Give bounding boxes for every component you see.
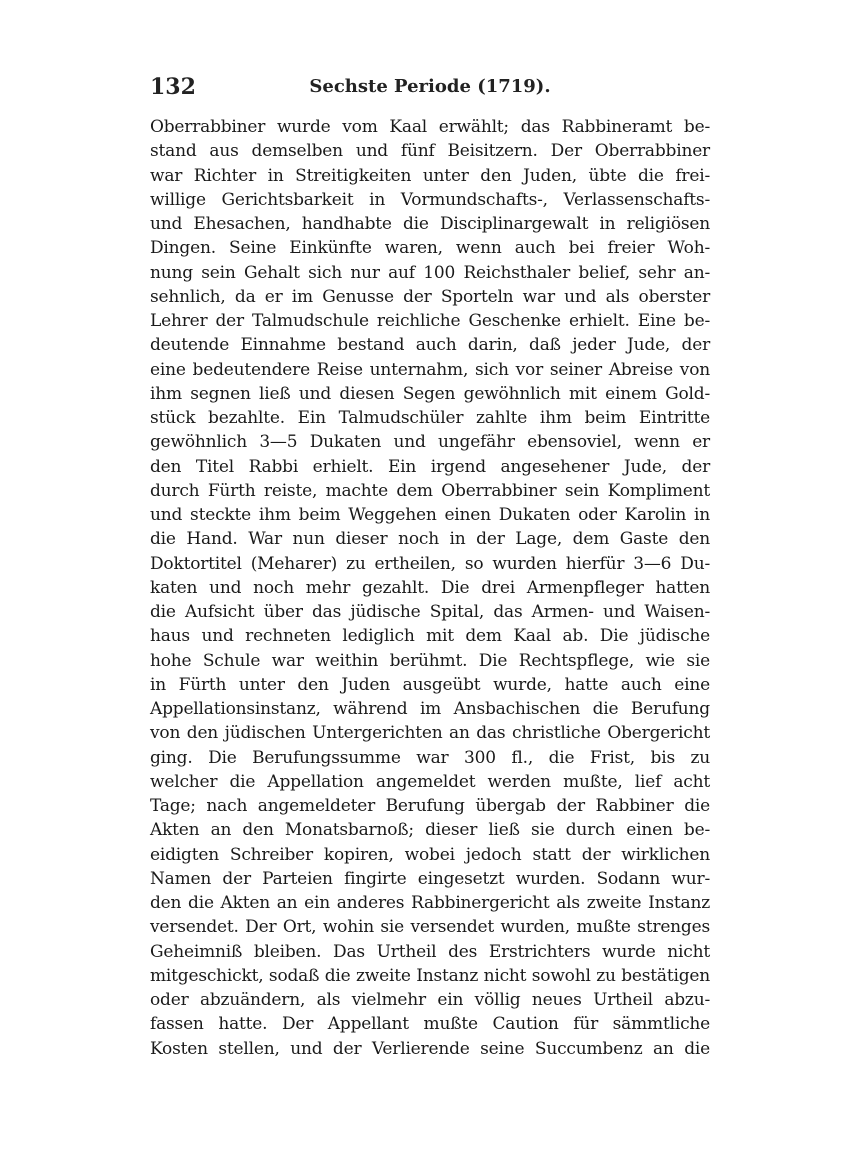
text-line: die Hand. War nun dieser noch in der Lage, dem Gaste den bbox=[150, 529, 710, 550]
text-line: welcher die Appellation angemeldet werden mußte, lief acht bbox=[150, 771, 710, 792]
text-line: mitgeschickt, sodaß die zweite Instanz nicht sowohl zu bestätigen bbox=[150, 965, 710, 986]
text-line: und Ehesachen, handhabte die Disciplinargewalt in religiösen bbox=[150, 214, 710, 234]
text-line: war Richter in Streitigkeiten unter den Juden, übte die frei- bbox=[150, 165, 710, 186]
text-line: stück bezahlte. Ein Talmudschüler zahlte ihm beim Eintritte bbox=[150, 408, 710, 428]
page-header bbox=[150, 72, 710, 102]
text-line: katen und noch mehr gezahlt. Die drei Armenpfleger hatten bbox=[150, 577, 710, 598]
text-line: und steckte ihm beim Weggehen einen Dukaten oder Karolin in bbox=[150, 505, 710, 525]
text-line: versendet. Der Ort, wohin sie versendet wurden, mußte strenges bbox=[150, 917, 710, 938]
text-line: Kosten stellen, und der Verlierende seine Succumbenz an die bbox=[150, 1038, 710, 1059]
text-line: den die Akten an ein anderes Rabbinergericht als zweite Instanz bbox=[150, 893, 710, 913]
text-line: ihm segnen ließ und diesen Segen gewöhnlich mit einem Gold- bbox=[150, 383, 710, 404]
text-line: eidigten Schreiber kopiren, wobei jedoch statt der wirklichen bbox=[150, 844, 710, 865]
text-line: in Fürth unter den Juden ausgeübt wurde, hatte auch eine bbox=[150, 674, 710, 695]
text-line: die Aufsicht über das jüdische Spital, das Armen- und Waisen- bbox=[150, 602, 710, 622]
text-line: fassen hatte. Der Appellant mußte Caution für sämmtliche bbox=[150, 1014, 710, 1035]
body-text bbox=[150, 115, 710, 1061]
text-line: durch Fürth reiste, machte dem Oberrabbiner sein Kompliment bbox=[150, 480, 710, 501]
text-line: sehnlich, da er im Genusse der Sporteln war und als oberster bbox=[150, 286, 710, 307]
text-line: deutende Einnahme bestand auch darin, daß jeder Jude, der bbox=[150, 335, 710, 356]
text-line: stand aus demselben und fünf Beisitzern. Der Oberrabbiner bbox=[150, 141, 710, 162]
text-line: Dingen. Seine Einkünfte waren, wenn auch bei freier Woh- bbox=[150, 238, 710, 259]
text-line: Geheimniß bleiben. Das Urtheil des Erstrichters wurde nicht bbox=[150, 941, 710, 962]
text-line: hohe Schule war weithin berühmt. Die Rechtspflege, wie sie bbox=[150, 650, 710, 671]
text-line: Namen der Parteien fingirte eingesetzt wurden. Sodann wur- bbox=[150, 868, 710, 889]
text-line: oder abzuändern, als vielmehr ein völlig neues Urtheil abzu- bbox=[150, 990, 710, 1010]
text-line: nung sein Gehalt sich nur auf 100 Reichsthaler belief, sehr an- bbox=[150, 262, 710, 283]
text-line: haus und rechneten lediglich mit dem Kaal ab. Die jüdische bbox=[150, 626, 710, 647]
running-head: Sechste Periode (1719). bbox=[309, 76, 551, 97]
text-line: willige Gerichtsbarkeit in Vormundschafts-, Verlassenschafts- bbox=[150, 189, 710, 210]
text-line: den Titel Rabbi erhielt. Ein irgend angesehener Jude, der bbox=[150, 456, 710, 477]
text-line: Tage; nach angemeldeter Berufung übergab der Rabbiner die bbox=[150, 796, 710, 816]
text-line: eine bedeutendere Reise unternahm, sich vor seiner Abreise von bbox=[150, 359, 710, 380]
text-line: Lehrer der Talmudschule reichliche Geschenke erhielt. Eine be- bbox=[150, 311, 710, 331]
page-number: 132 bbox=[150, 74, 196, 100]
text-line: Akten an den Monatsbarnoß; dieser ließ sie durch einen be- bbox=[150, 820, 710, 841]
text-line: ging. Die Berufungssumme war 300 fl., die Frist, bis zu bbox=[150, 747, 710, 768]
text-line: gewöhnlich 3—5 Dukaten und ungefähr ebensoviel, wenn er bbox=[150, 432, 710, 453]
text-line: Appellationsinstanz, während im Ansbachischen die Berufung bbox=[150, 699, 710, 719]
text-line: Doktortitel (Meharer) zu ertheilen, so wurden hierfür 3—6 Du- bbox=[150, 553, 710, 574]
text-line: Oberrabbiner wurde vom Kaal erwählt; das Rabbineramt be- bbox=[150, 117, 710, 137]
text-line: von den jüdischen Untergerichten an das christliche Obergericht bbox=[150, 723, 710, 744]
